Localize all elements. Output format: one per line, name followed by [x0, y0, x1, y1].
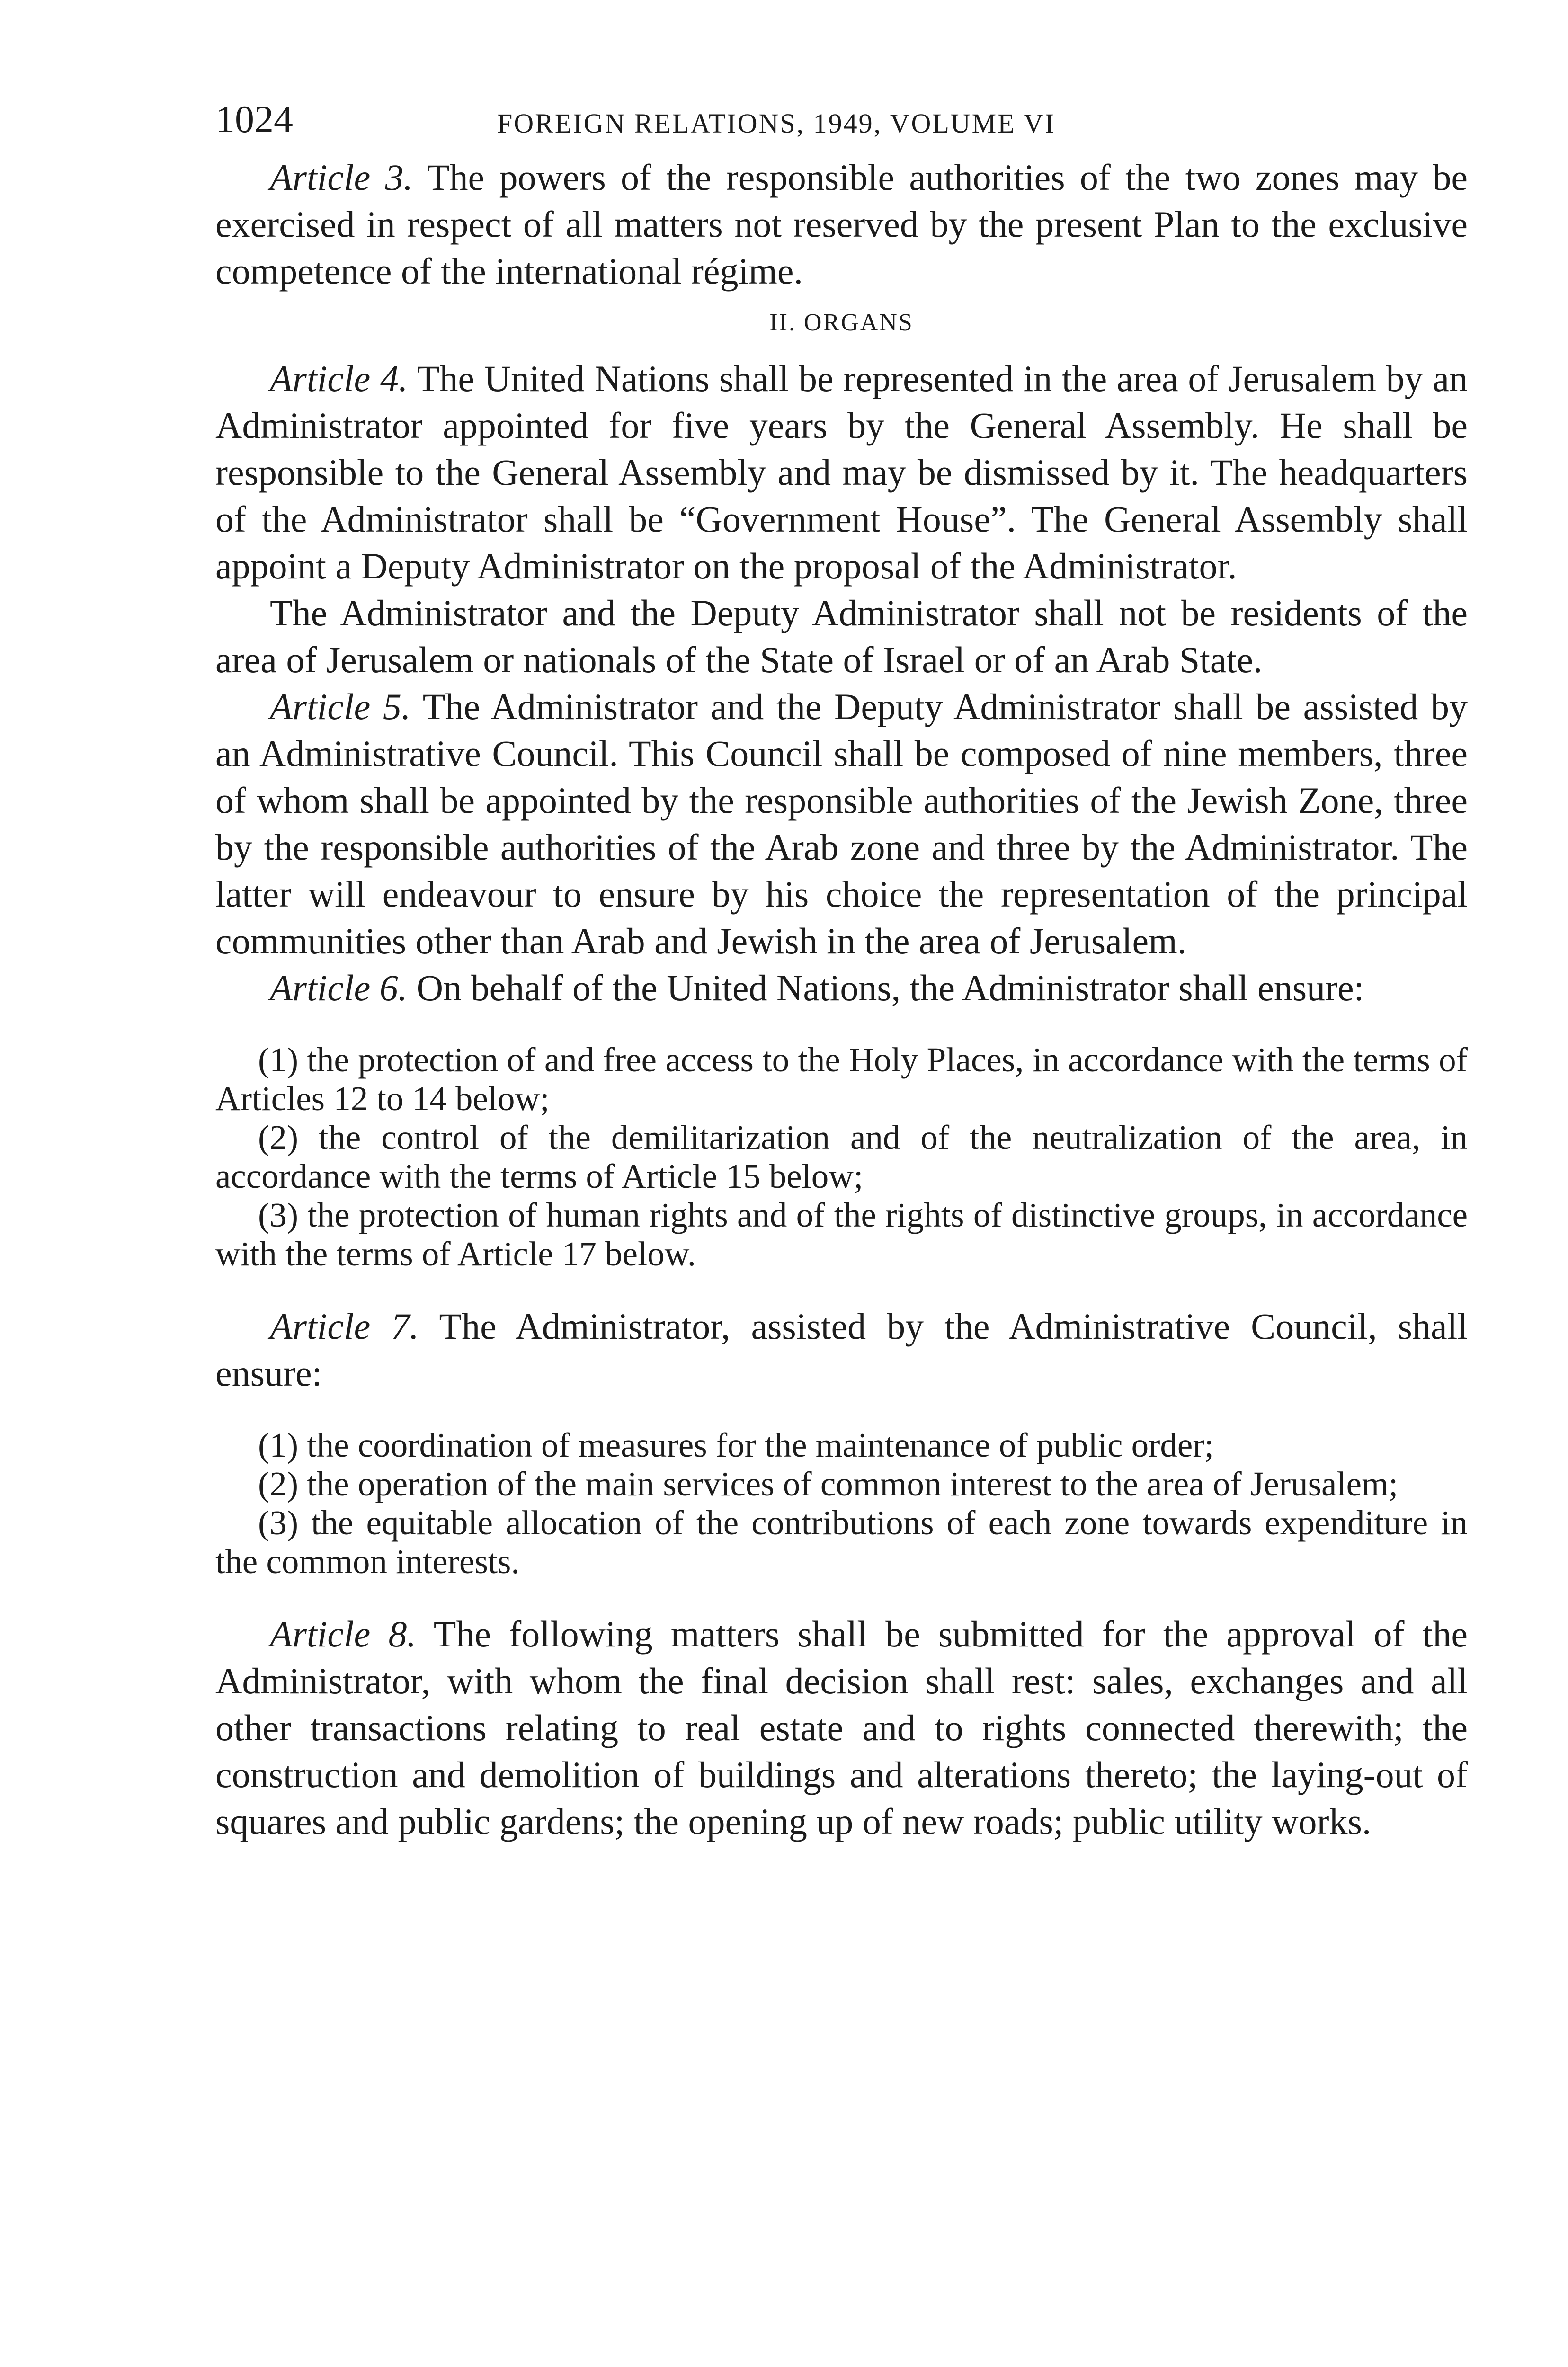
article-4	[215, 355, 1468, 589]
article-5	[215, 683, 1468, 964]
article-5-label: Article 5.	[270, 686, 411, 727]
list-item: (2) the control of the demilitarization and of the neutralization of the area, in accordance with the terms of Article 15 below;	[215, 1118, 1468, 1195]
running-title: FOREIGN RELATIONS, 1949, VOLUME VI	[497, 108, 1056, 139]
article-7-text: The Administrator, assisted by the Administrative Council, shall ensure:	[215, 1306, 1468, 1394]
article-6-list	[215, 1041, 1468, 1273]
list-item: (1) the coordination of measures for the maintenance of public order;	[258, 1426, 1214, 1464]
article-4-text: The United Nations shall be represented in the area of Jerusalem by an Administrator appointed for five years by the General Assembly. He shall be responsible to the General Assembly and may be dismissed by it. The headquarters of the Administrator shall be “Government House”. The General Assembly shall appoint a Deputy Administrator on the proposal of the Administrator.	[215, 358, 1468, 587]
article-8	[215, 1611, 1468, 1845]
article-4-paragraph-2: The Administrator and the Deputy Administrator shall not be residents of the area of Jerusalem or nationals of the State of Israel or of an Arab State.	[215, 592, 1468, 680]
article-6	[215, 964, 1468, 1011]
list-item: (3) the equitable allocation of the contributions of each zone towards expenditure in the common interests.	[215, 1504, 1468, 1581]
article-5-text: The Administrator and the Deputy Administrator shall be assisted by an Administrative Council. This Council shall be composed of nine members, three of whom shall be appointed by the responsible authorities of the Jewish Zone, three by the responsible authorities of the Arab zone and three by the Administrator. The latter will endeavour to ensure by his choice the representation of the principal communities other than Arab and Jewish in the area of Jerusalem.	[215, 686, 1468, 961]
article-3-label: Article 3.	[270, 157, 413, 198]
section-heading-organs: II. ORGANS	[769, 309, 914, 336]
document-page	[215, 97, 1468, 1845]
article-3	[215, 154, 1468, 294]
article-6-text: On behalf of the United Nations, the Administrator shall ensure:	[416, 967, 1364, 1008]
article-8-label: Article 8.	[270, 1613, 416, 1655]
article-8-text: The following matters shall be submitted for the approval of the Administrator, with whom the final decision shall rest: sales, exchanges and all other transactions relating to real estate and to rights connected therewith; the construction and demolition of buildings and alterations thereto; the laying-out of squares and public gardens; the opening up of new roads; public utility works.	[215, 1613, 1468, 1842]
page-number: 1024	[215, 98, 293, 141]
list-item: (1) the protection of and free access to the Holy Places, in accordance with the terms of Articles 12 to 14 below;	[215, 1041, 1468, 1118]
article-7-list	[215, 1426, 1468, 1581]
list-item: (3) the protection of human rights and of the rights of distinctive groups, in accordance with the terms of Article 17 below.	[215, 1196, 1468, 1273]
article-7	[215, 1303, 1468, 1397]
article-6-label: Article 6.	[270, 967, 408, 1008]
article-3-text: The powers of the responsible authorities of the two zones may be exercised in respect of all matters not reserved by the present Plan to the exclusive competence of the international régime.	[215, 157, 1468, 292]
list-item: (2) the operation of the main services of common interest to the area of Jerusalem;	[258, 1465, 1399, 1503]
article-4-label: Article 4.	[270, 358, 408, 399]
running-head	[215, 97, 1468, 154]
article-7-label: Article 7.	[270, 1306, 419, 1347]
